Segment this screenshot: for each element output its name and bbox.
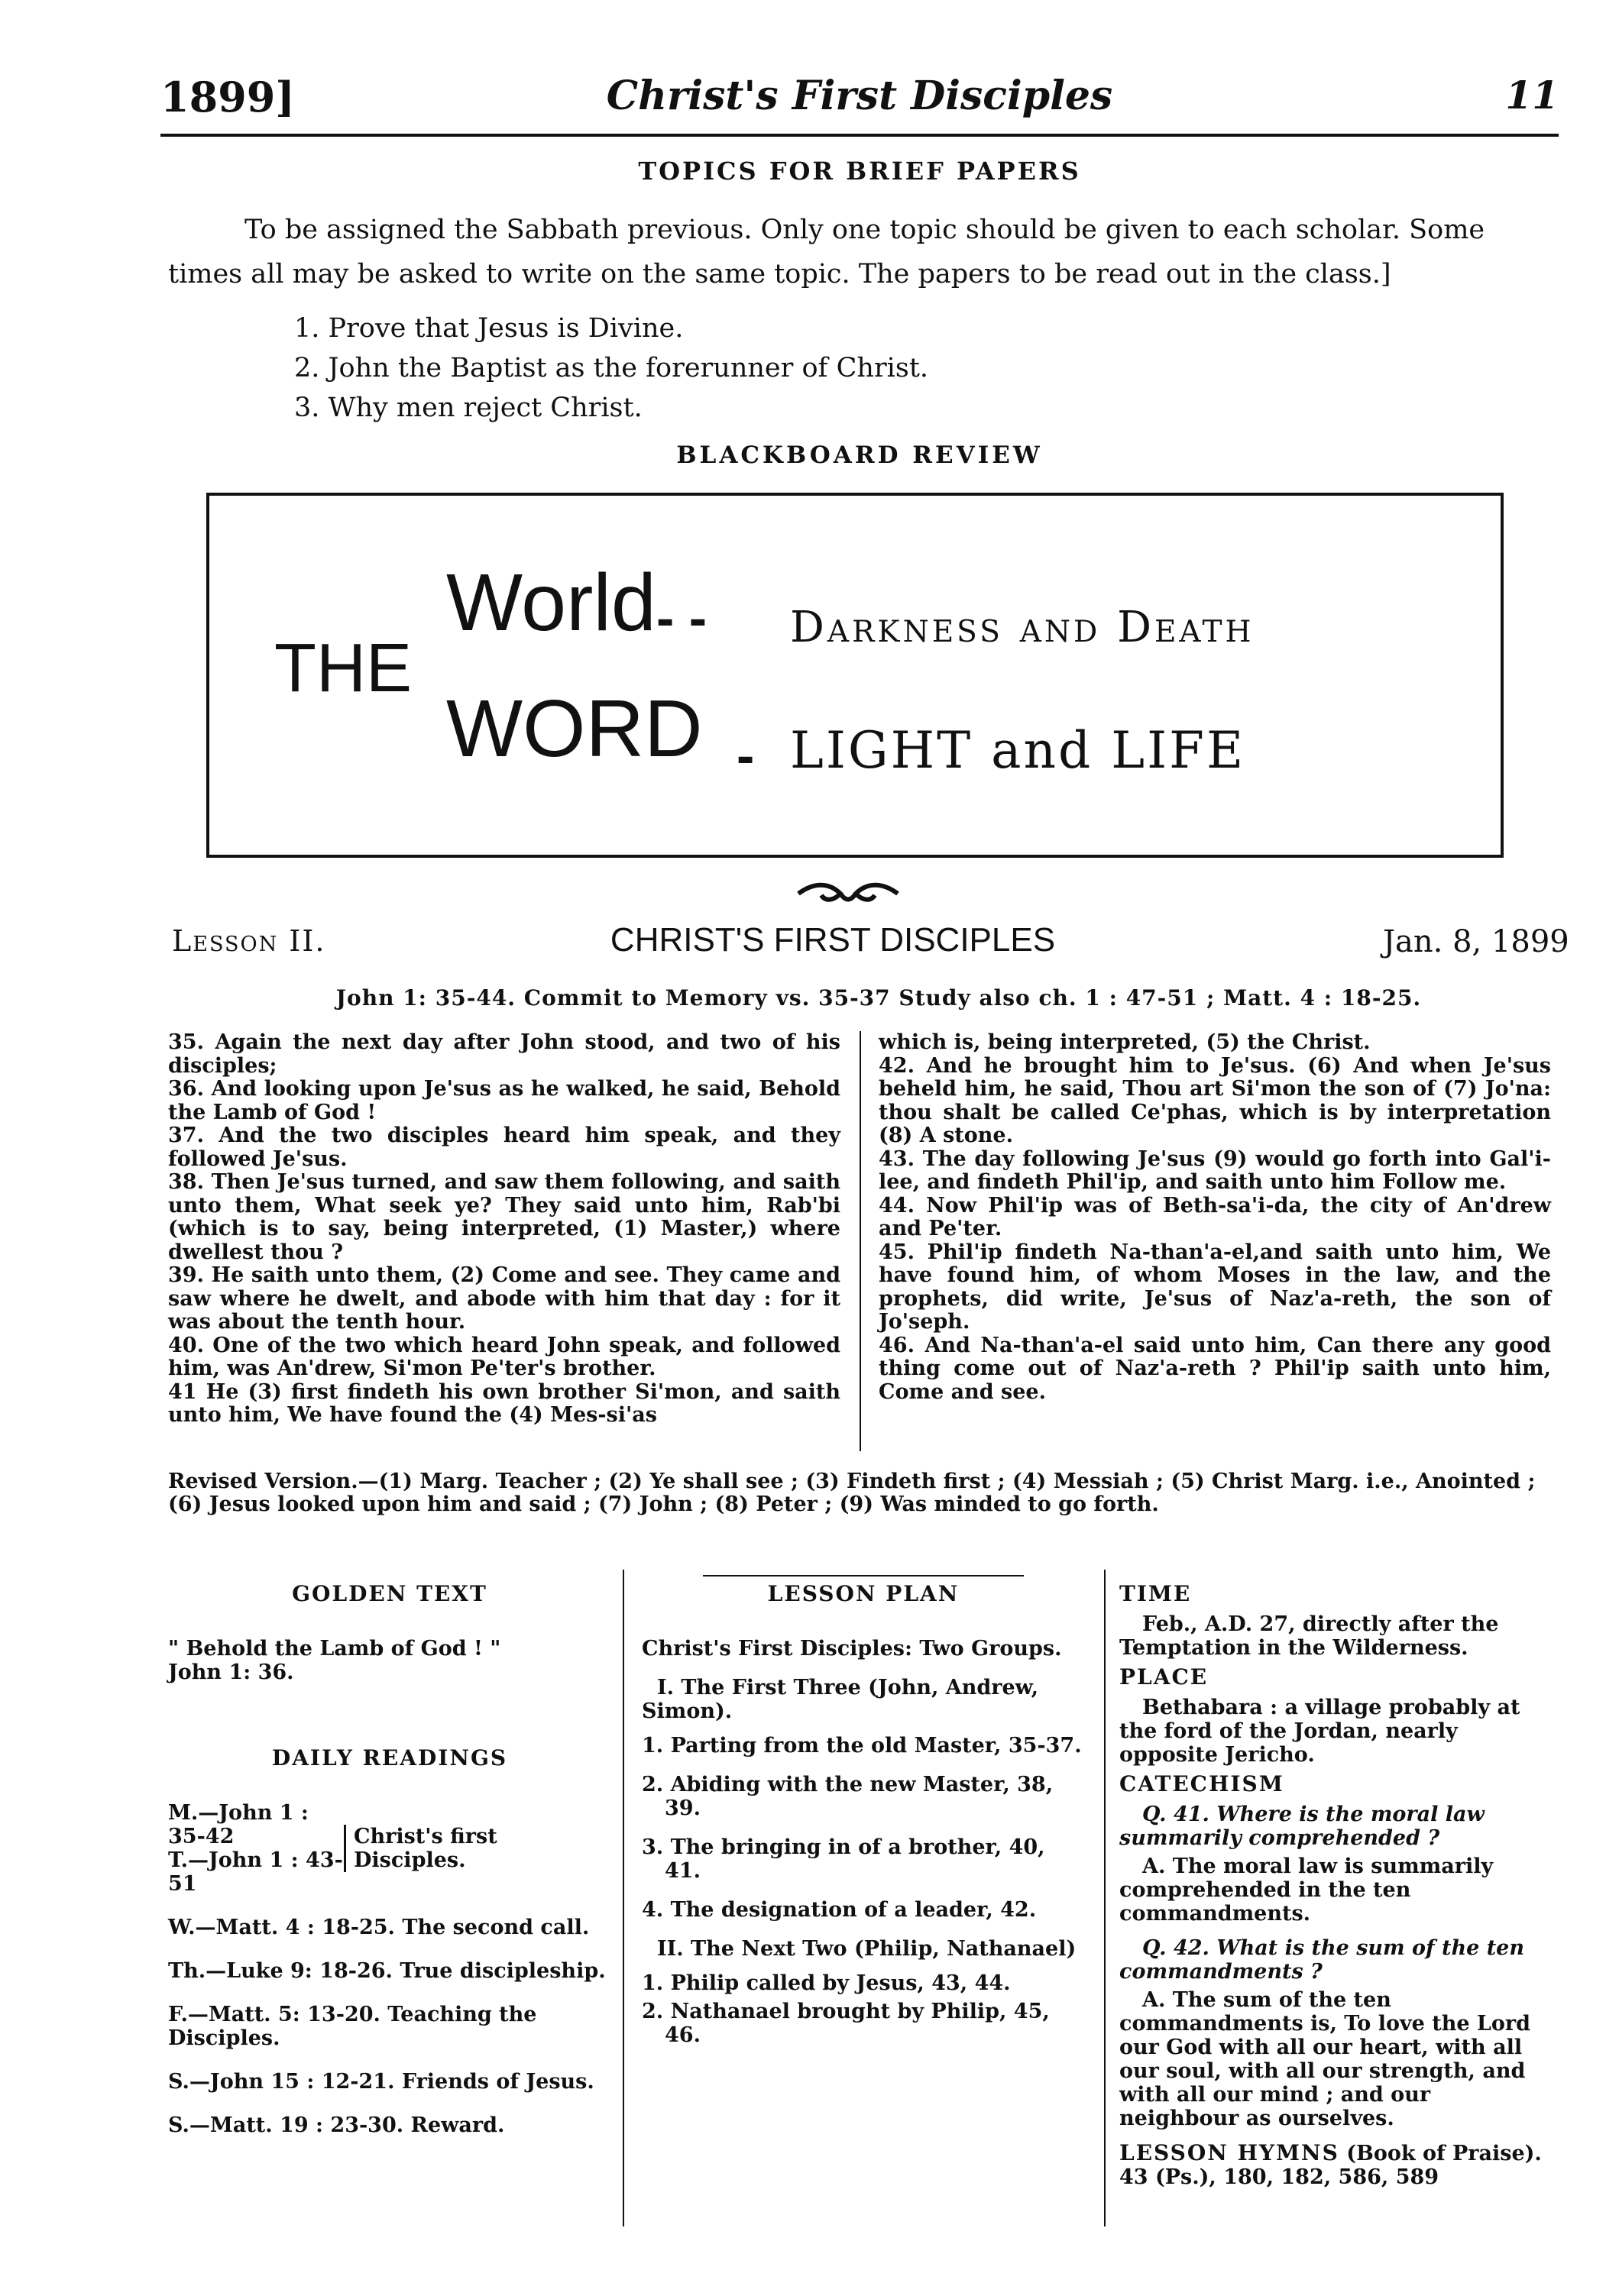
verse-36: 36. And looking upon Je'sus as he walked, he said, Behold the Lamb of God ! xyxy=(168,1077,840,1124)
lesson-plan-item: 1. Parting from the old Master, 35-37. xyxy=(642,1734,1082,1758)
lesson-plan-group-2: II. The Next Two (Philip, Nathanael) xyxy=(657,1937,1077,1961)
bottom-divider-1 xyxy=(623,1570,624,2226)
lesson-hymns xyxy=(1119,2141,1555,2189)
blackboard-light: LIGHT and LIFE xyxy=(790,721,1246,780)
golden-text-ref: John 1: 36. xyxy=(168,1661,294,1684)
verse-41-cont: which is, being interpreted, (5) the Christ. xyxy=(879,1030,1371,1054)
ornament-icon xyxy=(795,878,902,909)
topic-item-1: 1. Prove that Jesus is Divine. xyxy=(294,313,684,344)
blackboard-dash-2: - xyxy=(737,726,755,785)
scripture-left-column xyxy=(168,1031,840,1428)
lesson-plan-item: 1. Philip called by Jesus, 43, 44. xyxy=(642,1971,1011,1995)
golden-readings-column xyxy=(168,1581,611,2157)
catechism-q42: Q. 42. What is the sum of the ten commandments ? xyxy=(1119,1936,1524,1984)
blackboard-the: THE xyxy=(274,630,412,707)
catechism-title: CATECHISM xyxy=(1119,1771,1284,1796)
lesson-plan-intro: Christ's First Disciples: Two Groups. xyxy=(642,1637,1062,1661)
verse-46: 46. And Na-than'a-el said unto him, Can there any good thing come out of Naz'a-reth ? Phil'ip saith unto him, Come and see. xyxy=(879,1333,1551,1404)
revised-version-notes: Revised Version.—(1) Marg. Teacher ; (2) Ye shall see ; (3) Findeth first ; (4) Messiah ; (5) Christ Marg. i.e., Anointed ; (6) Jesus looked upon him and said ; (7) John ; (8) Peter ; (9) Was minded to go forth. xyxy=(168,1470,1536,1516)
blackboard-word: WORD xyxy=(446,684,703,774)
verse-42: 42. And he brought him to Je'sus. (6) And when Je'sus beheld him, he said, Thou art Si'mon the son of (7) Jo'na: thou shalt be called Ce'phas, which is by interpretation (8) A stone. xyxy=(879,1053,1551,1147)
lesson-plan-rule xyxy=(703,1575,1024,1576)
daily-reading-m: M.—John 1 : 35-42 xyxy=(168,1801,309,1848)
daily-reading-s: S.—John 15 : 12-21. Friends of Jesus. xyxy=(168,2070,594,2094)
lesson-title: CHRIST'S FIRST DISCIPLES xyxy=(610,921,1056,959)
lesson-plan-title: LESSON PLAN xyxy=(767,1581,960,1606)
daily-reading-th: Th.—Luke 9: 18-26. True discipleship. xyxy=(168,1959,606,1983)
verse-43: 43. The day following Je'sus (9) would go forth into Gal'i-lee, and findeth Phil'ip, and saith unto him Follow me. xyxy=(879,1146,1551,1194)
blackboard-title: BLACKBOARD REVIEW xyxy=(676,441,1043,469)
place-text: Bethabara : a village probably at the ford of the Jordan, nearly opposite Jericho. xyxy=(1119,1696,1520,1767)
place-title: PLACE xyxy=(1119,1664,1209,1690)
lesson-number: Lesson II. xyxy=(172,924,326,958)
daily-reading-w: W.—Matt. 4 : 18-25. The second call. xyxy=(168,1916,590,1939)
verse-40: 40. One of the two which heard John speak, and followed him, was An'drew, Si'mon Pe'ter's brother. xyxy=(168,1333,840,1380)
blackboard-dash-1: - - xyxy=(656,588,708,648)
header-year: 1899] xyxy=(160,73,295,121)
lesson-date: Jan. 8, 1899 xyxy=(1383,924,1569,959)
time-title: TIME xyxy=(1119,1581,1192,1606)
verse-39: 39. He saith unto them, (2) Come and see. They came and saw where he dwelt, and abode with him that day : for it was about the tenth hour. xyxy=(168,1263,840,1334)
daily-reading-s2: S.—Matt. 19 : 23-30. Reward. xyxy=(168,2113,505,2137)
time-place-catechism-column xyxy=(1119,1581,1555,2189)
daily-readings-title: DAILY READINGS xyxy=(271,1745,508,1771)
running-title: Christ's First Disciples xyxy=(606,73,1113,119)
page-header xyxy=(160,73,1559,137)
blackboard-world: World xyxy=(446,558,656,648)
lesson-plan-item: 3. The bringing in of a brother, 40, 41. xyxy=(642,1835,1045,1883)
topics-intro: To be assigned the Sabbath previous. Only one topic should be given to each scholar. Some times all may be asked to write on the same topic. The papers to be read out in the class.] xyxy=(168,215,1485,289)
time-text: Feb., A.D. 27, directly after the Temptation in the Wilderness. xyxy=(1119,1612,1499,1660)
lesson-plan-column xyxy=(642,1581,1085,2062)
lesson-references: John 1: 35-44. Commit to Memory vs. 35-37 Study also ch. 1 : 47-51 ; Matt. 4 : 18-25. xyxy=(335,985,1422,1011)
daily-reading-mt xyxy=(168,1801,611,1896)
blackboard-darkness: Darkness and Death xyxy=(790,603,1255,652)
verse-38: 38. Then Je'sus turned, and saw them following, and saith unto them, What seek ye? They said unto him, Rab'bi (which is to say, being interpreted, (1) Master,) where dwellest thou ? xyxy=(168,1170,840,1264)
hymns-text: (Book of Praise). 43 (Ps.), 180, 182, 586, 589 xyxy=(1119,2142,1542,2189)
bottom-divider-2 xyxy=(1104,1570,1106,2226)
blackboard-box xyxy=(206,493,1504,858)
catechism-a41: A. The moral law is summarily comprehended in the ten commandments. xyxy=(1119,1855,1494,1926)
lesson-plan-item: 4. The designation of a leader, 42. xyxy=(642,1898,1037,1922)
scripture-right-column xyxy=(879,1031,1551,1404)
page-number: 11 xyxy=(1505,73,1559,118)
lesson-plan-item: 2. Abiding with the new Master, 38, 39. xyxy=(642,1773,1054,1820)
verse-37: 37. And the two disciples heard him speak, and they followed Je'sus. xyxy=(168,1124,840,1171)
verse-41: 41 He (3) first findeth his own brother Si'mon, and saith unto him, We have found the (4) Mes-si'as xyxy=(168,1379,840,1427)
topic-item-3: 3. Why men reject Christ. xyxy=(294,393,643,423)
daily-reading-t: T.—John 1 : 43-51 xyxy=(168,1848,343,1896)
lesson-plan-item: 2. Nathanael brought by Philip, 45, 46. xyxy=(642,2000,1050,2047)
catechism-q41: Q. 41. Where is the moral law summarily comprehended ? xyxy=(1119,1803,1485,1850)
verse-45: 45. Phil'ip findeth Na-than'a-el,and saith unto him, We have found him, of whom Moses in the law, and the prophets, did write, Je'sus of Naz'a-reth, the son of Jo'seph. xyxy=(879,1240,1551,1334)
catechism-a42: A. The sum of the ten commandments is, To love the Lord our God with all our heart, with all our soul, with all our strength, and with all our mind ; and our neighbour as ourselves. xyxy=(1119,1988,1531,2130)
topics-title: TOPICS FOR BRIEF PAPERS xyxy=(638,157,1081,186)
hymns-title: LESSON HYMNS xyxy=(1119,2140,1339,2165)
column-divider xyxy=(860,1031,861,1451)
golden-text-title: GOLDEN TEXT xyxy=(292,1581,487,1606)
daily-reading-mt-desc: Christ's first Disciples. xyxy=(344,1825,507,1872)
daily-reading-f: F.—Matt. 5: 13-20. Teaching the Disciples. xyxy=(168,2003,537,2050)
verse-35: 35. Again the next day after John stood, and two of his disciples; xyxy=(168,1030,840,1078)
golden-text: " Behold the Lamb of God ! " xyxy=(168,1637,501,1661)
lesson-plan-group-1: I. The First Three (John, Andrew, Simon). xyxy=(642,1676,1039,1723)
verse-44: 44. Now Phil'ip was of Beth-sa'i-da, the city of An'drew and Pe'ter. xyxy=(879,1193,1551,1240)
topic-item-2: 2. John the Baptist as the forerunner of Christ. xyxy=(294,353,929,383)
